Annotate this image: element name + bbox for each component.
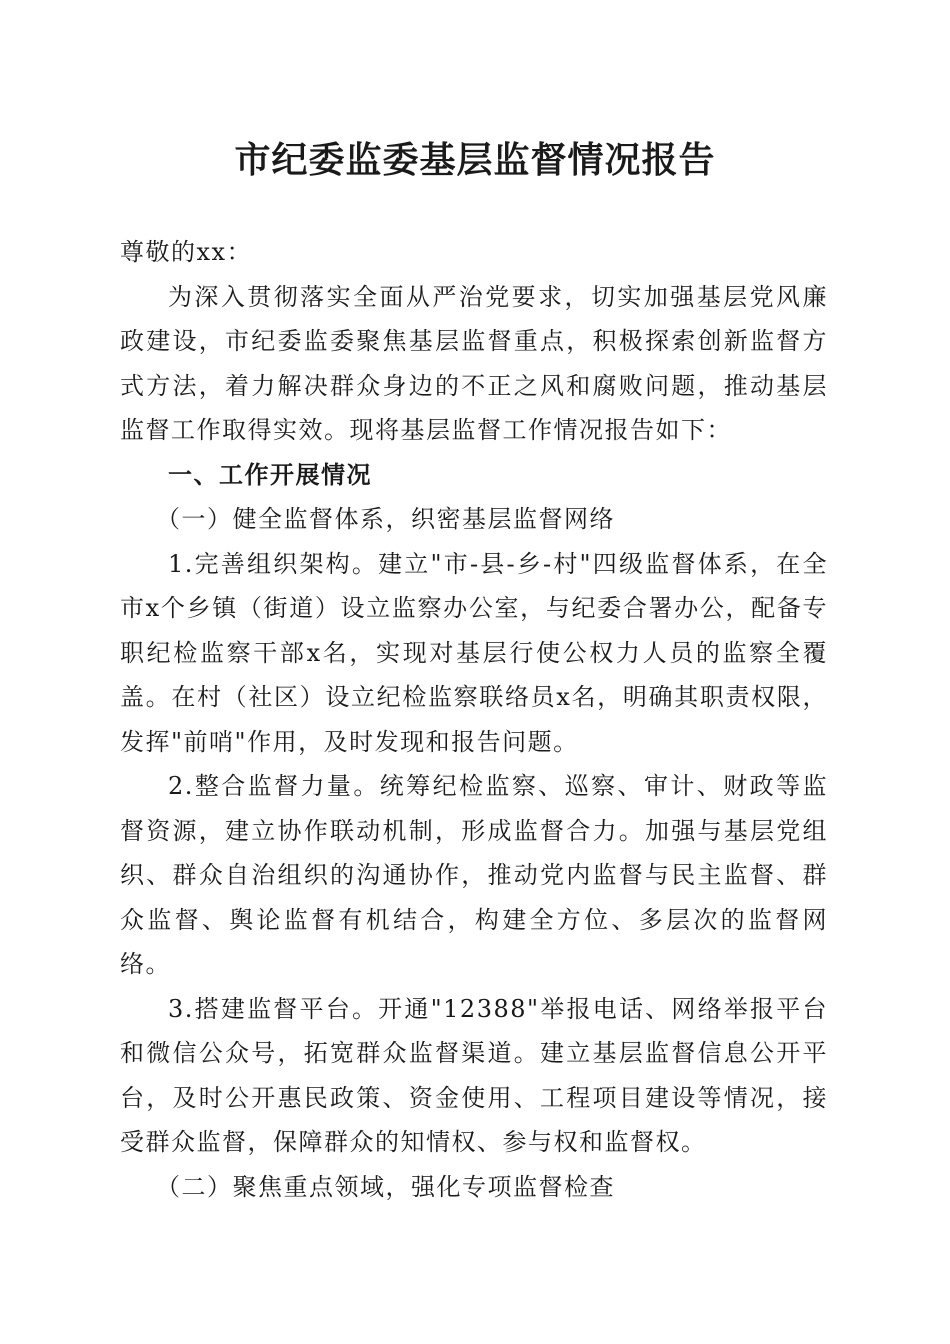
intro-paragraph: 为深入贯彻落实全面从严治党要求，切实加强基层党风廉政建设，市纪委监委聚焦基层监督重点，积极探索创新监督方式方法，着力解决群众身边的不正之风和腐败问题，推动基层监督工作取得实效。现将基层监督工作情况报告如下：: [120, 282, 828, 444]
paragraph-item-2: 2.整合监督力量。统筹纪检监察、巡察、审计、财政等监督资源，建立协作联动机制，形成监督合力。加强与基层党组织、群众自治组织的沟通协作，推动党内监督与民主监督、群众监督、舆论监督有机结合，构建全方位、多层次的监督网络。: [120, 772, 828, 978]
salutation: 尊敬的xx：: [120, 238, 253, 266]
subsection-heading-key-areas: （二）聚焦重点领域，强化专项监督检查: [156, 1172, 615, 1201]
paragraph-item-3: 3.搭建监督平台。开通"12388"举报电话、网络举报平台和微信公众号，拓宽群众监督渠道。建立基层监督信息公开平台，及时公开惠民政策、资金使用、工程项目建设等情况，接受群众监督，保障群众的知情权、参与权和监督权。: [120, 994, 828, 1156]
document-title: 市纪委监委基层监督情况报告: [234, 139, 716, 181]
subsection-heading-supervision-system: （一）健全监督体系，织密基层监督网络: [156, 505, 615, 533]
section-heading-work-progress: 一、工作开展情况: [168, 460, 372, 489]
paragraph-item-1: 1.完善组织架构。建立"市-县-乡-村"四级监督体系，在全市x个乡镇（街道）设立监察办公室，与纪委合署办公，配备专职纪检监察干部x名，实现对基层行使公权力人员的监察全覆盖。在村（社区）设立纪检监察联络员x名，明确其职责权限，发挥"前哨"作用，及时发现和报告问题。: [120, 549, 828, 756]
document-body: [120, 230, 828, 1209]
